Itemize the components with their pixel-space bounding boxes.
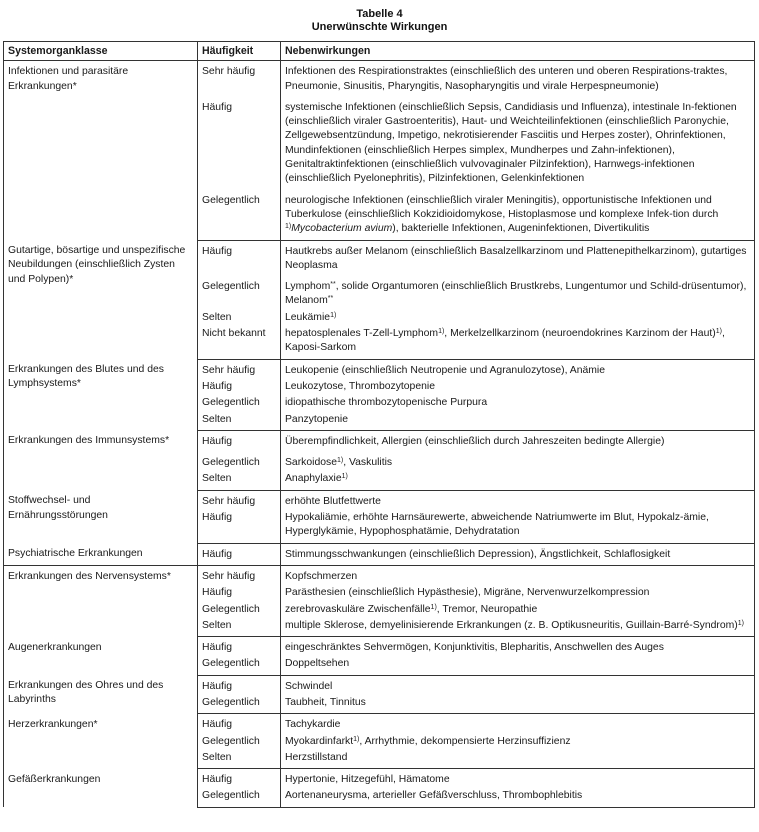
effects-text: ), bakterielle Infektionen, Augeninfektionen, Divertikulitis [392, 223, 650, 235]
effects-cell [281, 510, 755, 543]
effects-cell [281, 359, 755, 379]
frequency-cell [198, 510, 281, 543]
effects-cell [281, 379, 755, 395]
frequency: Häufig [202, 587, 233, 599]
effects-text: Panzytopenie [285, 413, 348, 425]
effects-cell [281, 188, 755, 240]
table-row [4, 714, 755, 734]
frequency-cell [198, 675, 281, 695]
effects-text: Leukämie [285, 311, 331, 323]
table-row [4, 240, 755, 274]
effects-cell [281, 61, 755, 95]
frequency: Häufig [202, 774, 233, 786]
footnote-marker: 1) [330, 311, 337, 319]
adverse-effects-table [3, 41, 755, 808]
header-soc: Systemorganklasse [4, 42, 198, 61]
effects-cell [281, 602, 755, 618]
system-organ-class: Infektionen und parasitäre Erkrankungen* [8, 66, 129, 92]
frequency: Häufig [202, 512, 233, 524]
frequency: Selten [202, 413, 232, 425]
effects-cell [281, 637, 755, 657]
footnote-marker: 1) [341, 473, 348, 481]
effects-text: Anaphylaxie [285, 473, 342, 485]
effects-cell [281, 450, 755, 471]
frequency: Selten [202, 751, 232, 763]
system-organ-class: Erkrankungen des Immunsystems* [8, 435, 170, 447]
frequency: Gelegentlich [202, 735, 260, 747]
frequency-cell [198, 788, 281, 807]
effects-text: Infektionen des Respirationstraktes (einschließlich des unteren und oberen Respirations-traktes, Pneumonie, Sinusitis, Pharyngitis, Nasopharyngitis und virale Herpespneumonie) [285, 66, 728, 92]
effects-cell [281, 326, 755, 359]
frequency-cell [198, 326, 281, 359]
frequency: Häufig [202, 719, 233, 731]
frequency: Sehr häufig [202, 495, 256, 507]
system-organ-class-cell [4, 675, 198, 714]
frequency-cell [198, 656, 281, 675]
effects-cell [281, 585, 755, 601]
frequency-cell [198, 61, 281, 95]
footnote-marker: 1) [336, 457, 344, 465]
frequency-cell [198, 585, 281, 601]
effects-text: Kopfschmerzen [285, 570, 358, 582]
effects-cell [281, 471, 755, 490]
frequency: Selten [202, 619, 232, 631]
frequency-cell [198, 95, 281, 188]
table-title: Unerwünschte Wirkungen [311, 21, 448, 33]
effects-text: , solide Organtumoren (einschließlich Brustkrebs, Lungentumor und Schild-drüsentumor), Melanom [285, 281, 747, 307]
table-row [4, 430, 755, 450]
system-organ-class-cell [4, 240, 198, 359]
table-row [4, 565, 755, 585]
system-organ-class-cell [4, 769, 198, 808]
effects-cell [281, 95, 755, 188]
frequency: Gelegentlich [202, 790, 260, 802]
footnote-marker: 1) [353, 735, 360, 743]
frequency: Gelegentlich [202, 457, 260, 469]
frequency-cell [198, 714, 281, 734]
effects-text: systemische Infektionen (einschließlich Sepsis, Candidiasis und Influenza), intestinale In-fektionen (einschließlich viraler Gastroenteritis), Haut- und Weichteilinfektionen (einschließlich Paronychie, Zellgewebsentzündung, Impetigo, nekrotisierender Fasciitis und Herpes zoster), Ohrinfektionen, Mundinfektionen (einschließlich Herpes simplex, Mundherpes und Zahn-infektionen), Genitaltraktinfektionen (einschließlich vulvovaginaler Pilzinfektion), Harnwegs-infektionen (einschließlich Pyelonephritis), Pilzinfektionen, Gelenkinfektionen [285, 101, 737, 185]
system-organ-class-cell [4, 714, 198, 769]
frequency-cell [198, 602, 281, 618]
frequency-cell [198, 543, 281, 565]
frequency-cell [198, 471, 281, 490]
system-organ-class-cell [4, 61, 198, 240]
system-organ-class-cell [4, 490, 198, 543]
system-organ-class: Psychiatrische Erkrankungen [8, 548, 143, 560]
frequency: Häufig [202, 642, 233, 654]
system-organ-class: Augenerkrankungen [8, 641, 102, 653]
header-effects: Nebenwirkungen [281, 42, 755, 61]
system-organ-class: Gutartige, bösartige und unspezifische Neubildungen (einschließlich Zysten und Polypen)* [8, 245, 186, 285]
effects-text: , Kaposi-Sarkom [285, 328, 725, 354]
frequency: Nicht bekannt [202, 328, 266, 340]
system-organ-class: Erkrankungen des Blutes und des Lymphsystems* [8, 364, 164, 390]
frequency-cell [198, 637, 281, 657]
frequency-cell [198, 695, 281, 714]
effects-text: eingeschränktes Sehvermögen, Konjunktivitis, Blepharitis, Anschwellen des Auges [285, 642, 664, 654]
effects-text: Leukopenie (einschließlich Neutropenie und Agranulozytose), Anämie [285, 364, 605, 376]
effects-cell [281, 675, 755, 695]
effects-text: , Vaskulitis [343, 457, 393, 469]
system-organ-class-cell [4, 543, 198, 565]
effects-cell [281, 695, 755, 714]
footnote-marker: 1) [430, 603, 437, 611]
effects-cell [281, 240, 755, 274]
frequency-cell [198, 395, 281, 411]
table-row [4, 359, 755, 379]
frequency-cell [198, 450, 281, 471]
frequency: Sehr häufig [202, 66, 256, 78]
footnote-marker: ** [327, 295, 334, 303]
frequency: Selten [202, 473, 232, 485]
system-organ-class-cell [4, 565, 198, 636]
effects-cell [281, 734, 755, 750]
header-row [4, 42, 755, 61]
effects-text: , Tremor, Neuropathie [436, 603, 538, 615]
effects-text: Lymphom [285, 281, 331, 293]
effects-text: Aortenaneurysma, arterieller Gefäßverschluss, Thrombophlebitis [285, 790, 583, 802]
effects-text: Hypertonie, Hitzegefühl, Hämatome [285, 774, 450, 786]
table-row [4, 675, 755, 695]
effects-text: multiple Sklerose, demyelinisierende Erkrankungen (z. B. Optikusneuritis, Guillain-Barré-Syndrom) [285, 619, 738, 631]
frequency-cell [198, 188, 281, 240]
frequency: Gelegentlich [202, 603, 260, 615]
table-row [4, 61, 755, 95]
frequency: Häufig [202, 245, 233, 257]
italic-term: Mycobacterium avium [291, 223, 393, 235]
effects-text: Stimmungsschwankungen (einschließlich Depression), Ängstlichkeit, Schlaflosigkeit [285, 548, 671, 560]
frequency-cell [198, 240, 281, 274]
frequency-cell [198, 490, 281, 510]
footnote-marker: 1) [438, 328, 445, 336]
frequency: Häufig [202, 380, 233, 392]
effects-text: Parästhesien (einschließlich Hypästhesie), Migräne, Nervenwurzelkompression [285, 587, 650, 599]
frequency-cell [198, 310, 281, 326]
system-organ-class: Erkrankungen des Nervensystems* [8, 570, 171, 582]
table-row [4, 769, 755, 789]
frequency-cell [198, 565, 281, 585]
effects-cell [281, 412, 755, 431]
system-organ-class: Gefäßerkrankungen [8, 773, 101, 785]
effects-text: Leukozytose, Thrombozytopenie [285, 380, 435, 392]
system-organ-class: Erkrankungen des Ohres und des Labyrinths [8, 680, 164, 706]
effects-cell [281, 565, 755, 585]
effects-text: neurologische Infektionen (einschließlich viraler Meningitis), opportunistische Infektionen und Tuberkulose (einschließlich Kokzidioidomykose, Histoplasmose und komplexe Infek-tion durch [285, 194, 719, 220]
effects-text: hepatosplenales T-Zell-Lymphom [285, 328, 439, 340]
frequency: Sehr häufig [202, 364, 256, 376]
frequency-cell [198, 769, 281, 789]
header-frequency: Häufigkeit [198, 42, 281, 61]
frequency-cell [198, 359, 281, 379]
system-organ-class: Herzerkrankungen* [8, 718, 98, 730]
table-row [4, 637, 755, 657]
effects-text: erhöhte Blutfettwerte [285, 495, 381, 507]
system-organ-class-cell [4, 637, 198, 676]
frequency: Häufig [202, 548, 233, 560]
effects-text: Doppeltsehen [285, 658, 350, 670]
effects-text: Sarkoidose [285, 457, 337, 469]
effects-cell [281, 618, 755, 637]
effects-cell [281, 430, 755, 450]
effects-text: Hypokaliämie, erhöhte Harnsäurewerte, abweichende Natriumwerte im Blut, Hypokalz-ämie, Hyperglykämie, Hypophosphatämie, Dehydratation [285, 512, 709, 538]
effects-text: Schwindel [285, 680, 333, 692]
frequency-cell [198, 750, 281, 769]
footnote-marker: 1) [285, 223, 292, 231]
effects-cell [281, 543, 755, 565]
frequency-cell [198, 734, 281, 750]
system-organ-class-cell [4, 430, 198, 490]
frequency: Sehr häufig [202, 570, 256, 582]
effects-cell [281, 656, 755, 675]
frequency: Gelegentlich [202, 696, 260, 708]
effects-cell [281, 274, 755, 310]
effects-cell [281, 788, 755, 807]
footnote-marker: ** [330, 281, 336, 289]
effects-cell [281, 714, 755, 734]
frequency-cell [198, 379, 281, 395]
footnote-marker: 1) [737, 619, 744, 627]
table-row [4, 490, 755, 510]
effects-text: zerebrovaskuläre Zwischenfälle [285, 603, 431, 615]
system-organ-class-cell [4, 359, 198, 430]
effects-text: , Arrhythmie, dekompensierte Herzinsuffizienz [359, 735, 571, 747]
effects-cell [281, 769, 755, 789]
frequency: Gelegentlich [202, 281, 260, 293]
frequency: Gelegentlich [202, 397, 260, 409]
frequency-cell [198, 412, 281, 431]
effects-cell [281, 490, 755, 510]
table-row [4, 543, 755, 565]
footnote-marker: 1) [715, 328, 722, 336]
effects-cell [281, 395, 755, 411]
effects-text: Hautkrebs außer Melanom (einschließlich Basalzellkarzinom und Plattenepithelkarzinom), gutartiges Neoplasma [285, 245, 747, 271]
effects-text: Überempfindlichkeit, Allergien (einschließlich durch Jahreszeiten bedingte Allergie) [285, 435, 665, 447]
effects-text: Taubheit, Tinnitus [285, 696, 366, 708]
frequency-cell [198, 618, 281, 637]
effects-text: Herzstillstand [285, 751, 348, 763]
effects-text: idiopathische thrombozytopenische Purpura [285, 397, 488, 409]
frequency: Gelegentlich [202, 658, 260, 670]
effects-cell [281, 310, 755, 326]
effects-text: Myokardinfarkt [285, 735, 354, 747]
effects-text: , Merkelzellkarzinom (neuroendokrines Karzinom der Haut) [444, 328, 716, 340]
table-number: Tabelle 4 [356, 8, 403, 20]
effects-cell [281, 750, 755, 769]
frequency: Selten [202, 311, 232, 323]
frequency-cell [198, 430, 281, 450]
frequency: Häufig [202, 680, 233, 692]
frequency: Gelegentlich [202, 194, 260, 206]
frequency: Häufig [202, 101, 233, 113]
effects-text: Tachykardie [285, 719, 341, 731]
frequency-cell [198, 274, 281, 310]
system-organ-class: Stoffwechsel- und Ernährungsstörungen [8, 495, 108, 521]
frequency: Häufig [202, 435, 233, 447]
